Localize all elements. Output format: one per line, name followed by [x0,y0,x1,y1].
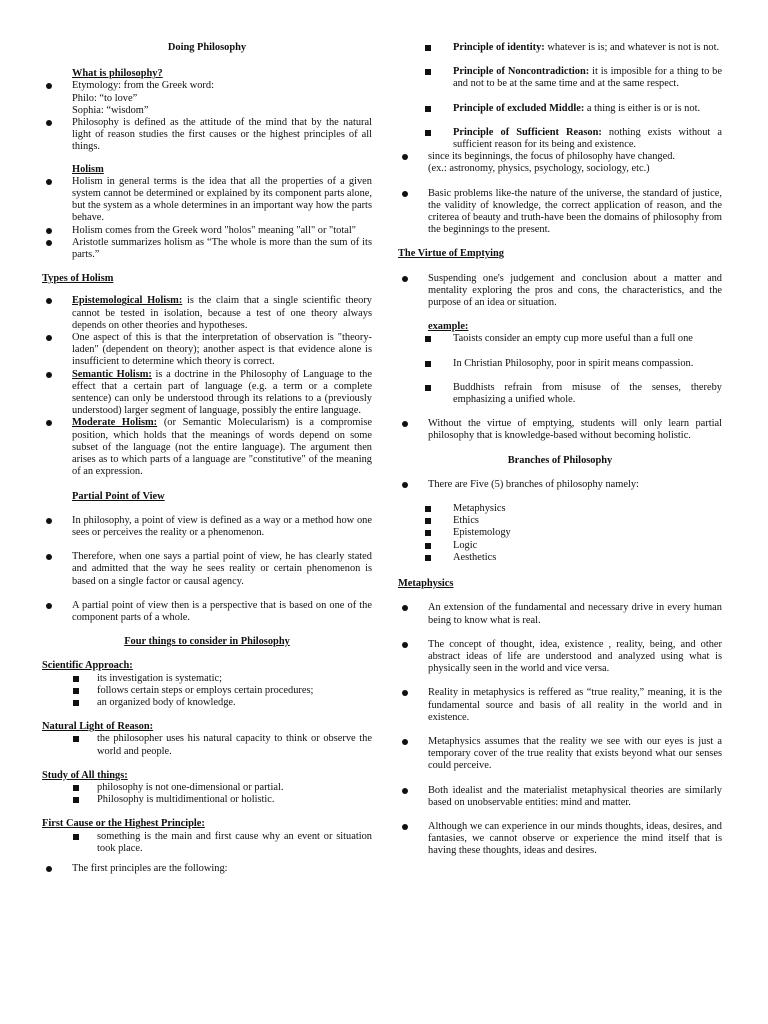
square-bullet-icon [73,700,79,706]
square-bullet-icon [425,336,431,342]
item-text: Suspending one's judgement and conclusion about a matter and mentality exploring the pros and cons, the characteristics, and the purpose of an idea or situation. [428,272,722,309]
list-item [42,332,372,369]
square-bullet-icon [425,385,431,391]
bullet-icon [46,228,52,234]
item-text: nothing exists without a sufficient reason for its being and existence. [453,126,722,151]
list-item [398,479,722,491]
study-of-all-things-heading: Study of All things: [42,769,128,781]
bullet-icon [402,642,408,648]
term: Principle of Noncontradiction: [453,66,590,78]
list-item [42,863,372,875]
virtue-of-emptying-heading: The Virtue of Emptying [398,248,504,260]
item-text: Philosophy is multidimentional or holistic. [97,794,275,806]
term: Principle of identity: [453,42,545,53]
bullet-icon [46,298,52,304]
list-item [398,382,722,406]
item-text: An extension of the fundamental and necessary drive in every human being to know what is real. [428,602,722,626]
etymology-line: Sophia: “wisdom” [72,104,149,116]
etymology-line: Philo: “to love” [72,92,138,104]
bullet-icon [402,824,408,830]
what-is-philosophy-heading: What is philosophy? [72,68,163,80]
term: Epistemological Holism: [72,295,183,307]
branch-item [398,515,722,527]
list-item [398,273,722,310]
bullet-icon [402,421,408,427]
branch-item [398,503,722,515]
list-item [42,225,372,237]
principle-item [398,66,722,90]
branch-item [398,527,722,539]
list-item [398,188,722,237]
item-text: The concept of thought, idea, existence , reality, being, and other abstract ideas of life are understood and analyzed using what is physically seen in the world and vice versa. [428,638,722,675]
list-item [42,417,372,478]
document-title: Doing Philosophy [167,42,247,53]
bullet-icon [402,191,408,197]
item-text: Taoists consider an empty cup more useful than a full one [453,333,693,345]
list-item [42,80,372,117]
list-item [42,733,372,757]
item-text: is the claim that a single scientific theory cannot be tested in isolation, because a test of one theory always depends on other theories and hypotheses. [72,295,373,331]
list-item [398,358,722,370]
item-text: Holism comes from the Greek word "holos" meaning "all" or "total" [72,224,357,236]
bullet-icon [46,866,52,872]
etymology-line: Etymology: from the Greek word: [72,80,214,92]
metaphysics-heading: Metaphysics [398,578,454,590]
item-text: (or Semantic Molecularism) is a compromise position, which holds that the meanings of words depend on some subset of the language (not the entire language). The argument then arises as to which parts of a language are "constitutive" of the meaning of an expression. [72,417,372,478]
item-text: Both idealist and the materialist metaphysical theories are similarly based on unobservable entities: mind and matter. [428,784,722,808]
principle-item [398,42,722,54]
list-item [398,687,722,724]
square-bullet-icon [425,555,431,561]
square-bullet-icon [425,361,431,367]
branches-heading: Branches of Philosophy [507,454,613,466]
item-text: its investigation is systematic; [97,672,222,684]
branch-item [398,540,722,552]
list-item [42,697,372,709]
list-item [42,831,372,855]
scientific-approach-heading: Scientific Approach: [42,660,133,672]
bullet-icon [402,690,408,696]
item-text: Holism in general terms is the idea that all the properties of a given system cannot be determined or explained by its component parts alone, but the system as a whole determines in an important way how the parts behave. [72,175,372,224]
square-bullet-icon [425,543,431,549]
square-bullet-icon [73,676,79,682]
item-text: One aspect of this is that the interpretation of observation is "theory-laden" (dependent on theory); another aspect is that evidence alone is insufficient to determine which theory is correct. [72,332,372,368]
list-item [398,418,722,442]
item-text: In philosophy, a point of view is defined as a way or a method how one sees or perceives the reality or a phenomenon. [72,514,372,538]
holism-heading: Holism [72,163,104,175]
item-text: Logic [453,539,478,551]
example-heading: example: [428,321,469,333]
bullet-icon [46,518,52,524]
principle-item [398,127,722,151]
right-column [398,42,722,858]
item-text: an organized body of knowledge. [97,696,236,708]
item-text: is a doctrine in the Philosophy of Language to the effect that a certain part of language (e.g. a term or a complete sentence) can only be understood through its relations to a (previously understood) larger segment of language, possibly the entire language. [72,368,372,417]
square-bullet-icon [425,45,431,51]
bullet-icon [46,120,52,126]
list-item [398,821,722,858]
item-text: since its beginnings, the focus of philosophy have changed. [428,151,676,163]
item-text: In Christian Philosophy, poor in spirit means compassion. [453,357,694,369]
item-text: Metaphysics [453,503,506,515]
list-item [42,369,372,418]
item-text: philosophy is not one-dimensional or partial. [97,781,284,793]
item-text: The first principles are the following: [72,862,228,874]
left-column [42,42,372,875]
square-bullet-icon [73,834,79,840]
bullet-icon [46,240,52,246]
list-item [42,295,372,332]
list-item [398,151,722,175]
item-text: Therefore, when one says a partial point of view, he has clearly stated and admitted that the way he sees reality or certain phenomenon is based on a single factor or causal agency. [72,551,372,587]
item-text: Metaphysics assumes that the reality we see with our eyes is just a temporary cover of the true reality that exists beyond what our senses could perceive. [428,735,722,772]
types-of-holism-heading: Types of Holism [42,273,114,285]
square-bullet-icon [425,518,431,524]
item-text: Epistemology [453,527,511,539]
square-bullet-icon [425,506,431,512]
item-text: it is imposible for a thing to be and not to be at the same time and at the same respect. [453,66,722,90]
term: Principle of Sufficient Reason: [453,126,602,138]
item-text: a thing is either is or is not. [584,102,701,114]
list-item [42,673,372,685]
natural-light-heading: Natural Light of Reason: [42,721,154,733]
term: Principle of excluded Middle: [453,102,585,114]
list-item [42,237,372,261]
bullet-icon [46,420,52,426]
bullet-icon [46,179,52,185]
item-text: something is the main and first cause why an event or situation took place. [97,830,372,854]
item-text: (ex.: astronomy, physics, psychology, sociology, etc.) [428,163,650,175]
term: Moderate Holism: [72,417,158,429]
item-text: Although we can experience in our minds thoughts, ideas, desires, and fantasies, we cannot observe or experience the mind itself that is having these thoughts, ideas and desires. [428,820,722,857]
branch-item [398,552,722,564]
list-item [42,782,372,794]
square-bullet-icon [73,688,79,694]
square-bullet-icon [73,797,79,803]
item-text: A partial point of view then is a perspective that is based on one of the component parts of a whole. [72,599,372,623]
square-bullet-icon [425,69,431,75]
bullet-icon [402,739,408,745]
list-item [398,785,722,809]
item-text: whatever is is; and whatever is not is not. [544,42,720,53]
list-item [42,794,372,806]
item-text: the philosopher uses his natural capacity to think or observe the world and people. [97,733,372,757]
item-text: Basic problems like-the nature of the universe, the standard of justice, the validity of knowledge, the correct application of reason, and the criterea of beauty and truth-have been the domains of philosophy from the beginnings to the present. [428,187,722,236]
item-text: Reality in metaphysics is reffered as “true reality,” meaning, it is the fundamental source and basis of all reality in the world and in existence. [428,687,722,723]
bullet-icon [402,788,408,794]
first-cause-heading: First Cause or the Highest Principle: [42,818,205,830]
item-text: Philosophy is defined as the attitude of the mind that by the natural light of reason studies the first causes or the highest principles of all things. [72,117,372,153]
list-item [398,333,722,345]
bullet-icon [46,335,52,341]
principle-item [398,103,722,115]
bullet-icon [46,372,52,378]
list-item [42,515,372,539]
square-bullet-icon [425,106,431,112]
item-text: Aristotle summarizes holism as “The whole is more than the sum of its parts.” [72,236,372,261]
bullet-icon [46,603,52,609]
bullet-icon [402,276,408,282]
item-text: Buddhists refrain from misuse of the senses, thereby emphasizing a unified whole. [453,381,722,406]
square-bullet-icon [73,785,79,791]
bullet-icon [402,482,408,488]
list-item [42,551,372,588]
list-item [398,639,722,676]
item-text: Ethics [453,515,479,527]
item-text: There are Five (5) branches of philosophy namely: [428,478,639,490]
list-item [398,736,722,773]
item-text: Aesthetics [453,551,497,563]
partial-point-of-view-heading: Partial Point of View [72,490,165,502]
item-text: follows certain steps or employs certain procedures; [97,684,314,696]
item-text: Without the virtue of emptying, students will only learn partial philosophy that is knowledge-based without becoming holistic. [428,418,722,442]
square-bullet-icon [425,130,431,136]
bullet-icon [46,554,52,560]
square-bullet-icon [425,530,431,536]
list-item [42,600,372,624]
list-item [42,685,372,697]
four-things-heading: Four things to consider in Philosophy [124,636,290,648]
list-item [42,176,372,225]
list-item [42,117,372,154]
bullet-icon [402,154,408,160]
bullet-icon [46,83,52,89]
term: Semantic Holism: [72,368,152,380]
list-item [398,602,722,626]
square-bullet-icon [73,736,79,742]
bullet-icon [402,605,408,611]
